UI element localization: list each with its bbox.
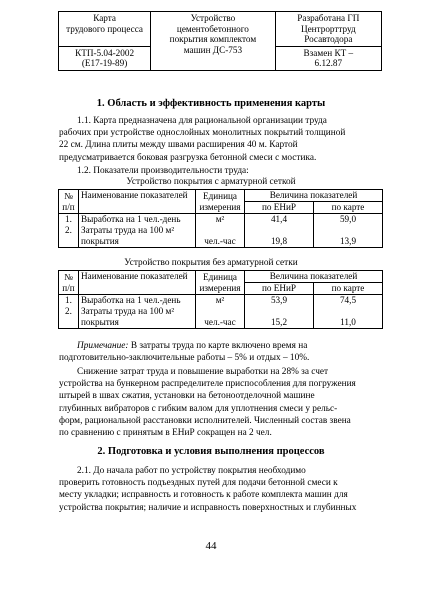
paragraph-2-1 (59, 465, 382, 514)
header-text: Росавтодора (304, 34, 353, 45)
col-header-values: Величина показателей (245, 271, 383, 283)
col-header-enir: по ЕНиР (245, 283, 314, 295)
col-header-no: № п/п (59, 190, 79, 214)
col-header-name: Наименование показателей (79, 190, 196, 214)
row-number: 2. (59, 306, 79, 329)
note-label: Примечание: (77, 341, 129, 351)
row-number: 1. (59, 214, 79, 226)
header-replaces (275, 46, 381, 70)
header-table (58, 11, 382, 71)
text-line: рабочих при устройстве однослойных монолитных покрытий толщиной (59, 128, 346, 139)
text-line: месту укладки; исправность и готовность к работе комплекта машин для (59, 490, 348, 501)
table1-caption: Устройство покрытия с арматурной сеткой (126, 177, 296, 187)
page-number: 44 (205, 540, 217, 552)
col-header-card: по карте (314, 202, 383, 214)
header-text: (Е17-19-89) (81, 58, 128, 69)
header-card-type (59, 12, 151, 47)
note-paragraph (59, 340, 382, 364)
header-text: Разработана ГП (297, 13, 360, 23)
header-text: Взамен КТ – (303, 47, 354, 58)
table-row (59, 225, 383, 248)
row-card-value: 74,5 (314, 295, 383, 307)
row-enir-value: 41,4 (245, 214, 314, 226)
row-card-value: 59,0 (314, 214, 383, 226)
text-line: Снижение затрат труда и повышение выработки на 28% за счет (77, 367, 329, 377)
text-line: В затраты труда по карте включено время на (128, 341, 308, 351)
table-with-mesh (58, 189, 383, 248)
table-row (59, 214, 383, 226)
text-line: подготовительно-заключительные работы – 5% и отдых – 10%. (59, 353, 310, 364)
row-name: Затраты труда на 100 м² покрытия (79, 306, 196, 329)
col-header-no: № п/п (59, 271, 79, 295)
row-unit: м² (196, 214, 245, 226)
row-enir-value: 15,2 (245, 306, 314, 329)
col-header-card: по карте (314, 283, 383, 295)
row-name: Затраты труда на 100 м² покрытия (79, 225, 196, 248)
header-text: трудового процесса (66, 23, 143, 34)
row-unit: м² (196, 295, 245, 307)
table-without-mesh (58, 270, 383, 329)
text-line: предусматривается боковая разгрузка бетонной смеси с мостика. (59, 152, 317, 163)
row-number: 2. (59, 225, 79, 248)
text-line: форм, рациональной расстановки исполнителей. Численный состав звена (59, 415, 351, 426)
row-unit: чел.-час (196, 225, 245, 248)
table2-caption: Устройство покрытия без арматурной сетки (124, 258, 298, 268)
paragraph-1-1 (59, 115, 382, 164)
header-process-title (151, 12, 276, 71)
text-line: штырей в швах сжатия, установки на бетоноотделочной машине (59, 391, 315, 402)
col-header-enir: по ЕНиР (245, 202, 314, 214)
text-line: 22 см. Длина плиты между швами расширения 40 м. Картой (59, 140, 298, 151)
header-text: Карта (93, 13, 116, 23)
text-line: 1.1. Карта предназначена для рациональной организации труда (77, 116, 327, 126)
col-header-values: Величина показателей (245, 190, 383, 202)
row-card-value: 13,9 (314, 225, 383, 248)
text-line: по сравнению с принятым в ЕНиР сокращен на 2 чел. (59, 428, 272, 439)
paragraph-1-2 (59, 165, 382, 177)
header-text: Центрорттруд (300, 23, 356, 34)
text-line: устройства покрытия; наличие и исправность поверхностных и глубинных (59, 502, 357, 513)
col-header-name: Наименование показателей (79, 271, 196, 295)
row-unit: чел.-час (196, 306, 245, 329)
row-enir-value: 53,9 (245, 295, 314, 307)
header-developer (275, 12, 381, 47)
section1-heading: 1. Область и эффективность применения карты (96, 98, 326, 109)
text-line: глубинных вибраторов с гибким валом для уплотнения смеси у рельс- (59, 403, 338, 414)
row-name: Выработка на 1 чел.-день (79, 295, 196, 307)
col-header-unit: Единица измерения (196, 271, 245, 295)
text-line: 2.1. До начала работ по устройству покрытия необходимо (77, 466, 306, 476)
row-number: 1. (59, 295, 79, 307)
text-line: проверить готовность подъездных путей для подачи бетонной смеси к (59, 478, 338, 489)
header-text: Устройство (190, 13, 236, 23)
row-card-value: 11,0 (314, 306, 383, 329)
section2-heading: 2. Подготовка и условия выполнения процессов (97, 446, 325, 457)
header-code (59, 46, 151, 70)
table-row (59, 306, 383, 329)
text-line: устройства на бункерном распределителе приспособления для погружения (59, 379, 356, 390)
header-text: цементобетонного (176, 23, 249, 34)
header-text: КТП-5.04-2002 (75, 47, 135, 58)
paragraph-reduction (59, 366, 382, 439)
col-header-unit: Единица измерения (196, 190, 245, 214)
header-text: 6.12.87 (314, 58, 343, 69)
text-line: 1.2. Показатели производительности труда: (77, 166, 249, 176)
row-name: Выработка на 1 чел.-день (79, 214, 196, 226)
table-row (59, 295, 383, 307)
header-text: покрытия комплектом (169, 34, 257, 45)
header-text: машин ДС-753 (183, 44, 243, 55)
row-enir-value: 19,8 (245, 225, 314, 248)
